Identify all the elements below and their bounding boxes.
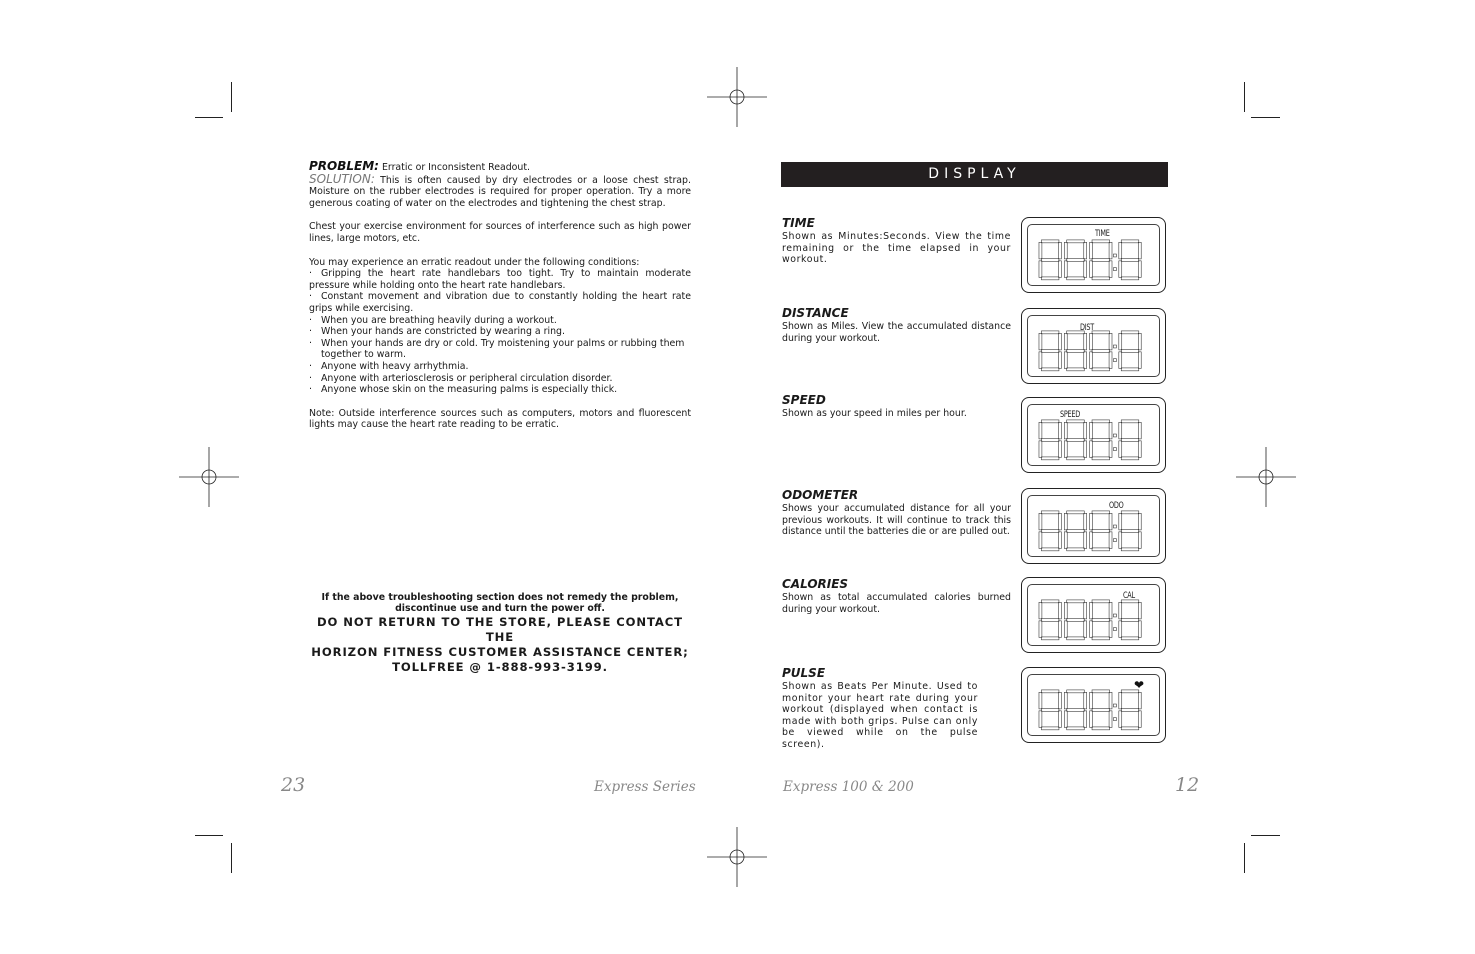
lcd-segment [1109,441,1112,458]
lcd-segment [1092,349,1110,352]
lcd-segment [1119,711,1122,728]
lcd-segment [1041,618,1059,621]
lcd-segment [1084,261,1087,278]
lcd-segment [1064,242,1067,259]
lcd-colon-dot [1113,448,1116,451]
display-section-calories [782,577,1011,615]
lcd-segment [1138,711,1141,728]
display-section-distance [782,306,1011,344]
lcd-segment [1092,258,1110,261]
registration-mark-icon [1236,447,1296,507]
lcd-segment [1121,708,1139,711]
lcd-segment [1092,708,1110,711]
section-title: ODOMETER [782,488,859,502]
lcd-segment [1067,708,1085,711]
lcd-segment [1058,441,1061,458]
lcd-segment [1090,333,1093,350]
lcd-segment [1041,548,1059,551]
lcd-segment [1064,422,1067,439]
lcd-segment [1092,511,1110,514]
solution-text: This is often caused by dry electrodes or a loose chest strap. Moisture on the rubber electrodes is required for proper operation. Try a more generous coating of water on the electrodes and tightening the chest strap. [309,174,691,209]
lcd-segment [1067,548,1085,551]
lcd-display-pulse [1021,667,1166,743]
lcd-segment [1041,637,1059,640]
seven-segment-digits [1022,398,1165,472]
lcd-segment [1039,441,1042,458]
lcd-segment [1121,618,1139,621]
lcd-segment [1084,333,1087,350]
lcd-segment [1121,457,1139,460]
lcd-segment [1067,600,1085,603]
lcd-segment [1109,352,1112,369]
cta-small-line: If the above troubleshooting section does not remedy the problem, [321,592,679,603]
section-text: Shown as your speed in miles per hour. [782,408,967,419]
lcd-segment [1039,352,1042,369]
lcd-segment [1109,333,1112,350]
lcd-segment [1092,457,1110,460]
lcd-segment [1109,602,1112,619]
lcd-segment [1121,637,1139,640]
lcd-segment [1067,368,1085,371]
condition-text: Constant movement and vibration due to constantly holding the heart rate grips while exercising. [309,291,691,314]
lcd-segment [1064,692,1067,709]
condition-text: Anyone with arteriosclerosis or peripheral circulation disorder. [321,372,613,384]
section-title: CALORIES [782,577,849,591]
lcd-segment [1109,513,1112,530]
section-text: Shown as total accumulated calories burned during your workout. [782,592,1011,615]
display-section-pulse [782,666,978,751]
lcd-segment [1119,422,1122,439]
lcd-segment [1092,690,1110,693]
lcd-segment [1138,352,1141,369]
contact-notice [309,592,691,675]
lcd-display-distance [1021,308,1166,384]
lcd-segment [1067,727,1085,730]
lcd-segment [1058,621,1061,638]
lcd-segment [1058,242,1061,259]
lcd-segment [1121,511,1139,514]
lcd-segment [1092,618,1110,621]
lcd-segment [1067,420,1085,423]
crop-mark [195,835,223,836]
lcd-segment [1138,441,1141,458]
lcd-segment [1041,258,1059,261]
seven-segment-digits [1022,218,1165,292]
lcd-segment [1067,349,1085,352]
lcd-segment [1041,690,1059,693]
seven-segment-digits [1022,489,1165,563]
section-title: TIME [782,216,815,230]
lcd-segment [1121,258,1139,261]
lcd-segment [1041,600,1059,603]
lcd-segment [1121,727,1139,730]
lcd-segment [1090,441,1093,458]
lcd-segment [1084,242,1087,259]
bullet-icon: · [309,314,312,326]
conditions-intro: You may experience an erratic readout under the following conditions: [309,256,640,268]
lcd-segment [1119,621,1122,638]
list-item [309,338,691,361]
condition-text: Anyone with heavy arrhythmia. [321,360,469,372]
lcd-segment [1119,441,1122,458]
lcd-segment [1067,529,1085,532]
lcd-segment [1092,637,1110,640]
lcd-segment [1058,532,1061,549]
lcd-segment [1109,242,1112,259]
lcd-segment [1109,532,1112,549]
lcd-segment [1058,711,1061,728]
lcd-segment [1084,621,1087,638]
lcd-segment [1092,420,1110,423]
lcd-label: SPEED [1060,410,1081,420]
lcd-segment [1138,621,1141,638]
lcd-segment [1067,457,1085,460]
lcd-segment [1138,513,1141,530]
section-title: PULSE [782,666,826,680]
problem-text: Erratic or Inconsistent Readout. [381,162,530,173]
lcd-segment [1090,711,1093,728]
lcd-segment [1041,349,1059,352]
lcd-segment [1041,277,1059,280]
lcd-segment [1041,368,1059,371]
lcd-segment [1039,692,1042,709]
lcd-segment [1067,240,1085,243]
lcd-segment [1084,532,1087,549]
troubleshooting-column [309,161,691,431]
lcd-segment [1121,349,1139,352]
lcd-colon-dot [1113,525,1116,528]
cta-big-line: HORIZON FITNESS CUSTOMER ASSISTANCE CENTER; [311,645,689,659]
lcd-segment [1084,711,1087,728]
section-title: DISTANCE [782,306,849,320]
lcd-segment [1067,690,1085,693]
lcd-segment [1084,422,1087,439]
lcd-segment [1092,368,1110,371]
lcd-segment [1084,513,1087,530]
lcd-segment [1109,621,1112,638]
lcd-segment [1138,422,1141,439]
condition-text: When your hands are dry or cold. Try moistening your palms or rubbing them together to warm. [321,337,685,361]
lcd-segment [1119,532,1122,549]
lcd-colon-dot [1113,345,1116,348]
lcd-segment [1067,637,1085,640]
problem-label: PROBLEM: [309,159,379,173]
footer-title: Express Series [594,779,696,795]
lcd-segment [1058,422,1061,439]
lcd-segment [1064,513,1067,530]
lcd-segment [1067,277,1085,280]
lcd-segment [1109,261,1112,278]
lcd-segment [1090,242,1093,259]
lcd-segment [1041,727,1059,730]
registration-mark-icon [179,447,239,507]
list-item [309,326,691,338]
list-item [309,384,691,396]
lcd-segment [1058,352,1061,369]
lcd-segment [1092,548,1110,551]
seven-segment-digits [1022,578,1165,652]
lcd-segment [1138,602,1141,619]
lcd-segment [1039,242,1042,259]
lcd-segment [1084,352,1087,369]
section-text: Shows your accumulated distance for all your previous workouts. It will continue to track this distance until the batteries die or are pulled out. [782,503,1011,538]
lcd-segment [1092,529,1110,532]
lcd-segment [1121,277,1139,280]
lcd-segment [1067,511,1085,514]
lcd-segment [1064,621,1067,638]
lcd-segment [1039,513,1042,530]
lcd-segment [1090,261,1093,278]
lcd-segment [1041,240,1059,243]
lcd-segment [1064,333,1067,350]
crop-mark [1251,835,1280,836]
lcd-segment [1039,711,1042,728]
bullet-icon: · [309,326,312,338]
lcd-segment [1084,441,1087,458]
lcd-segment [1121,240,1139,243]
lcd-segment [1092,600,1110,603]
condition-text: Gripping the heart rate handlebars too tight. Try to maintain moderate pressure while holding onto the heart rate handlebars. [309,268,691,291]
display-section-time [782,216,1011,266]
lcd-segment [1090,692,1093,709]
lcd-segment [1090,352,1093,369]
lcd-segment [1109,692,1112,709]
crop-mark [1244,82,1245,112]
section-text: Shown as Miles. View the accumulated distance during your workout. [782,321,1011,344]
bullet-icon: · [309,268,312,280]
lcd-label: ODO [1109,501,1124,511]
lcd-segment [1064,532,1067,549]
lcd-segment [1119,333,1122,350]
lcd-segment [1041,708,1059,711]
display-section-odometer [782,488,1011,538]
footer-title: Express 100 & 200 [783,779,914,795]
lcd-segment [1058,333,1061,350]
seven-segment-digits [1022,309,1165,383]
lcd-colon-dot [1113,434,1116,437]
bullet-icon: · [309,372,312,384]
lcd-segment [1058,602,1061,619]
lcd-display-calories [1021,577,1166,653]
note-paragraph: Note: Outside interference sources such as computers, motors and fluorescent lights may cause the heart rate reading to be erratic. [309,407,691,431]
lcd-segment [1058,692,1061,709]
lcd-segment [1121,529,1139,532]
lcd-segment [1039,422,1042,439]
lcd-display-speed [1021,397,1166,473]
lcd-colon-dot [1113,614,1116,617]
page-number: 12 [1175,774,1200,796]
lcd-colon-dot [1113,628,1116,631]
lcd-colon-dot [1113,718,1116,721]
lcd-segment [1121,331,1139,334]
lcd-segment [1084,602,1087,619]
lcd-segment [1084,692,1087,709]
cta-small-line: discontinue use and turn the power off. [395,603,605,614]
lcd-segment [1064,441,1067,458]
bullet-icon: · [309,337,312,349]
crop-mark [231,82,232,112]
environment-paragraph: Chest your exercise environment for sources of interference such as high power lines, large motors, etc. [309,221,691,244]
lcd-segment [1138,261,1141,278]
lcd-segment [1067,438,1085,441]
list-item [309,268,691,291]
list-item [309,315,691,327]
registration-mark-icon [707,827,767,887]
lcd-segment [1119,352,1122,369]
list-item [309,373,691,385]
bullet-icon: · [309,360,312,372]
lcd-segment [1121,420,1139,423]
lcd-segment [1041,420,1059,423]
lcd-segment [1092,727,1110,730]
lcd-segment [1039,261,1042,278]
bullet-icon: · [309,291,312,303]
lcd-segment [1064,352,1067,369]
condition-text: When your hands are constricted by wearing a ring. [321,326,565,338]
lcd-segment [1090,602,1093,619]
lcd-colon-dot [1113,359,1116,362]
lcd-segment [1092,240,1110,243]
cta-big-line: DO NOT RETURN TO THE STORE, PLEASE CONTACT THE [317,615,683,644]
section-text: Shown as Beats Per Minute. Used to monitor your heart rate during your workout (displayed when contact is made with both grips. Pulse can only be viewed while on the pulse screen). [782,681,978,750]
lcd-segment [1119,513,1122,530]
lcd-segment [1092,331,1110,334]
crop-mark [195,117,223,118]
bullet-icon: · [309,384,312,396]
lcd-label: DIST [1080,323,1094,333]
lcd-label: TIME [1095,229,1110,239]
lcd-segment [1090,621,1093,638]
lcd-segment [1121,548,1139,551]
lcd-segment [1041,438,1059,441]
lcd-segment [1119,242,1122,259]
lcd-segment [1138,242,1141,259]
lcd-segment [1058,261,1061,278]
heart-icon: ❤ [1134,678,1145,692]
lcd-segment [1119,261,1122,278]
registration-mark-icon [707,67,767,127]
lcd-label: CAL [1123,591,1135,601]
lcd-segment [1058,513,1061,530]
lcd-segment [1121,438,1139,441]
lcd-segment [1138,333,1141,350]
section-banner: DISPLAY [781,162,1168,187]
lcd-segment [1067,618,1085,621]
list-item [309,361,691,373]
lcd-segment [1041,331,1059,334]
lcd-segment [1138,532,1141,549]
lcd-segment [1119,602,1122,619]
condition-text: When you are breathing heavily during a workout. [321,314,557,326]
lcd-segment [1064,711,1067,728]
lcd-segment [1039,621,1042,638]
display-section-speed [782,393,1011,420]
lcd-segment [1109,422,1112,439]
lcd-segment [1090,513,1093,530]
lcd-display-time [1021,217,1166,293]
lcd-colon-dot [1113,268,1116,271]
crop-mark [231,843,232,873]
lcd-segment [1138,692,1141,709]
lcd-segment [1092,277,1110,280]
solution-paragraph [309,171,691,210]
lcd-segment [1064,602,1067,619]
section-title: SPEED [782,393,826,407]
lcd-segment [1121,368,1139,371]
page-number: 23 [281,774,306,796]
lcd-segment [1041,511,1059,514]
solution-label: SOLUTION: [309,171,375,186]
section-text: Shown as Minutes:Seconds. View the time remaining or the time elapsed in your workout. [782,231,1011,266]
lcd-segment [1039,333,1042,350]
lcd-segment [1092,438,1110,441]
lcd-segment [1039,602,1042,619]
lcd-display-odometer [1021,488,1166,564]
cta-big-line: TOLLFREE @ 1-888-993-3199. [392,660,608,674]
lcd-segment [1090,422,1093,439]
lcd-segment [1109,711,1112,728]
lcd-segment [1067,258,1085,261]
list-item [309,291,691,314]
lcd-segment [1119,692,1122,709]
lcd-segment [1039,532,1042,549]
lcd-segment [1064,261,1067,278]
lcd-colon-dot [1113,254,1116,257]
crop-mark [1251,117,1280,118]
lcd-segment [1041,529,1059,532]
crop-mark [1244,843,1245,873]
condition-text: Anyone whose skin on the measuring palms is especially thick. [321,384,618,396]
lcd-colon-dot [1113,539,1116,542]
lcd-colon-dot [1113,704,1116,707]
lcd-segment [1041,457,1059,460]
lcd-segment [1090,532,1093,549]
